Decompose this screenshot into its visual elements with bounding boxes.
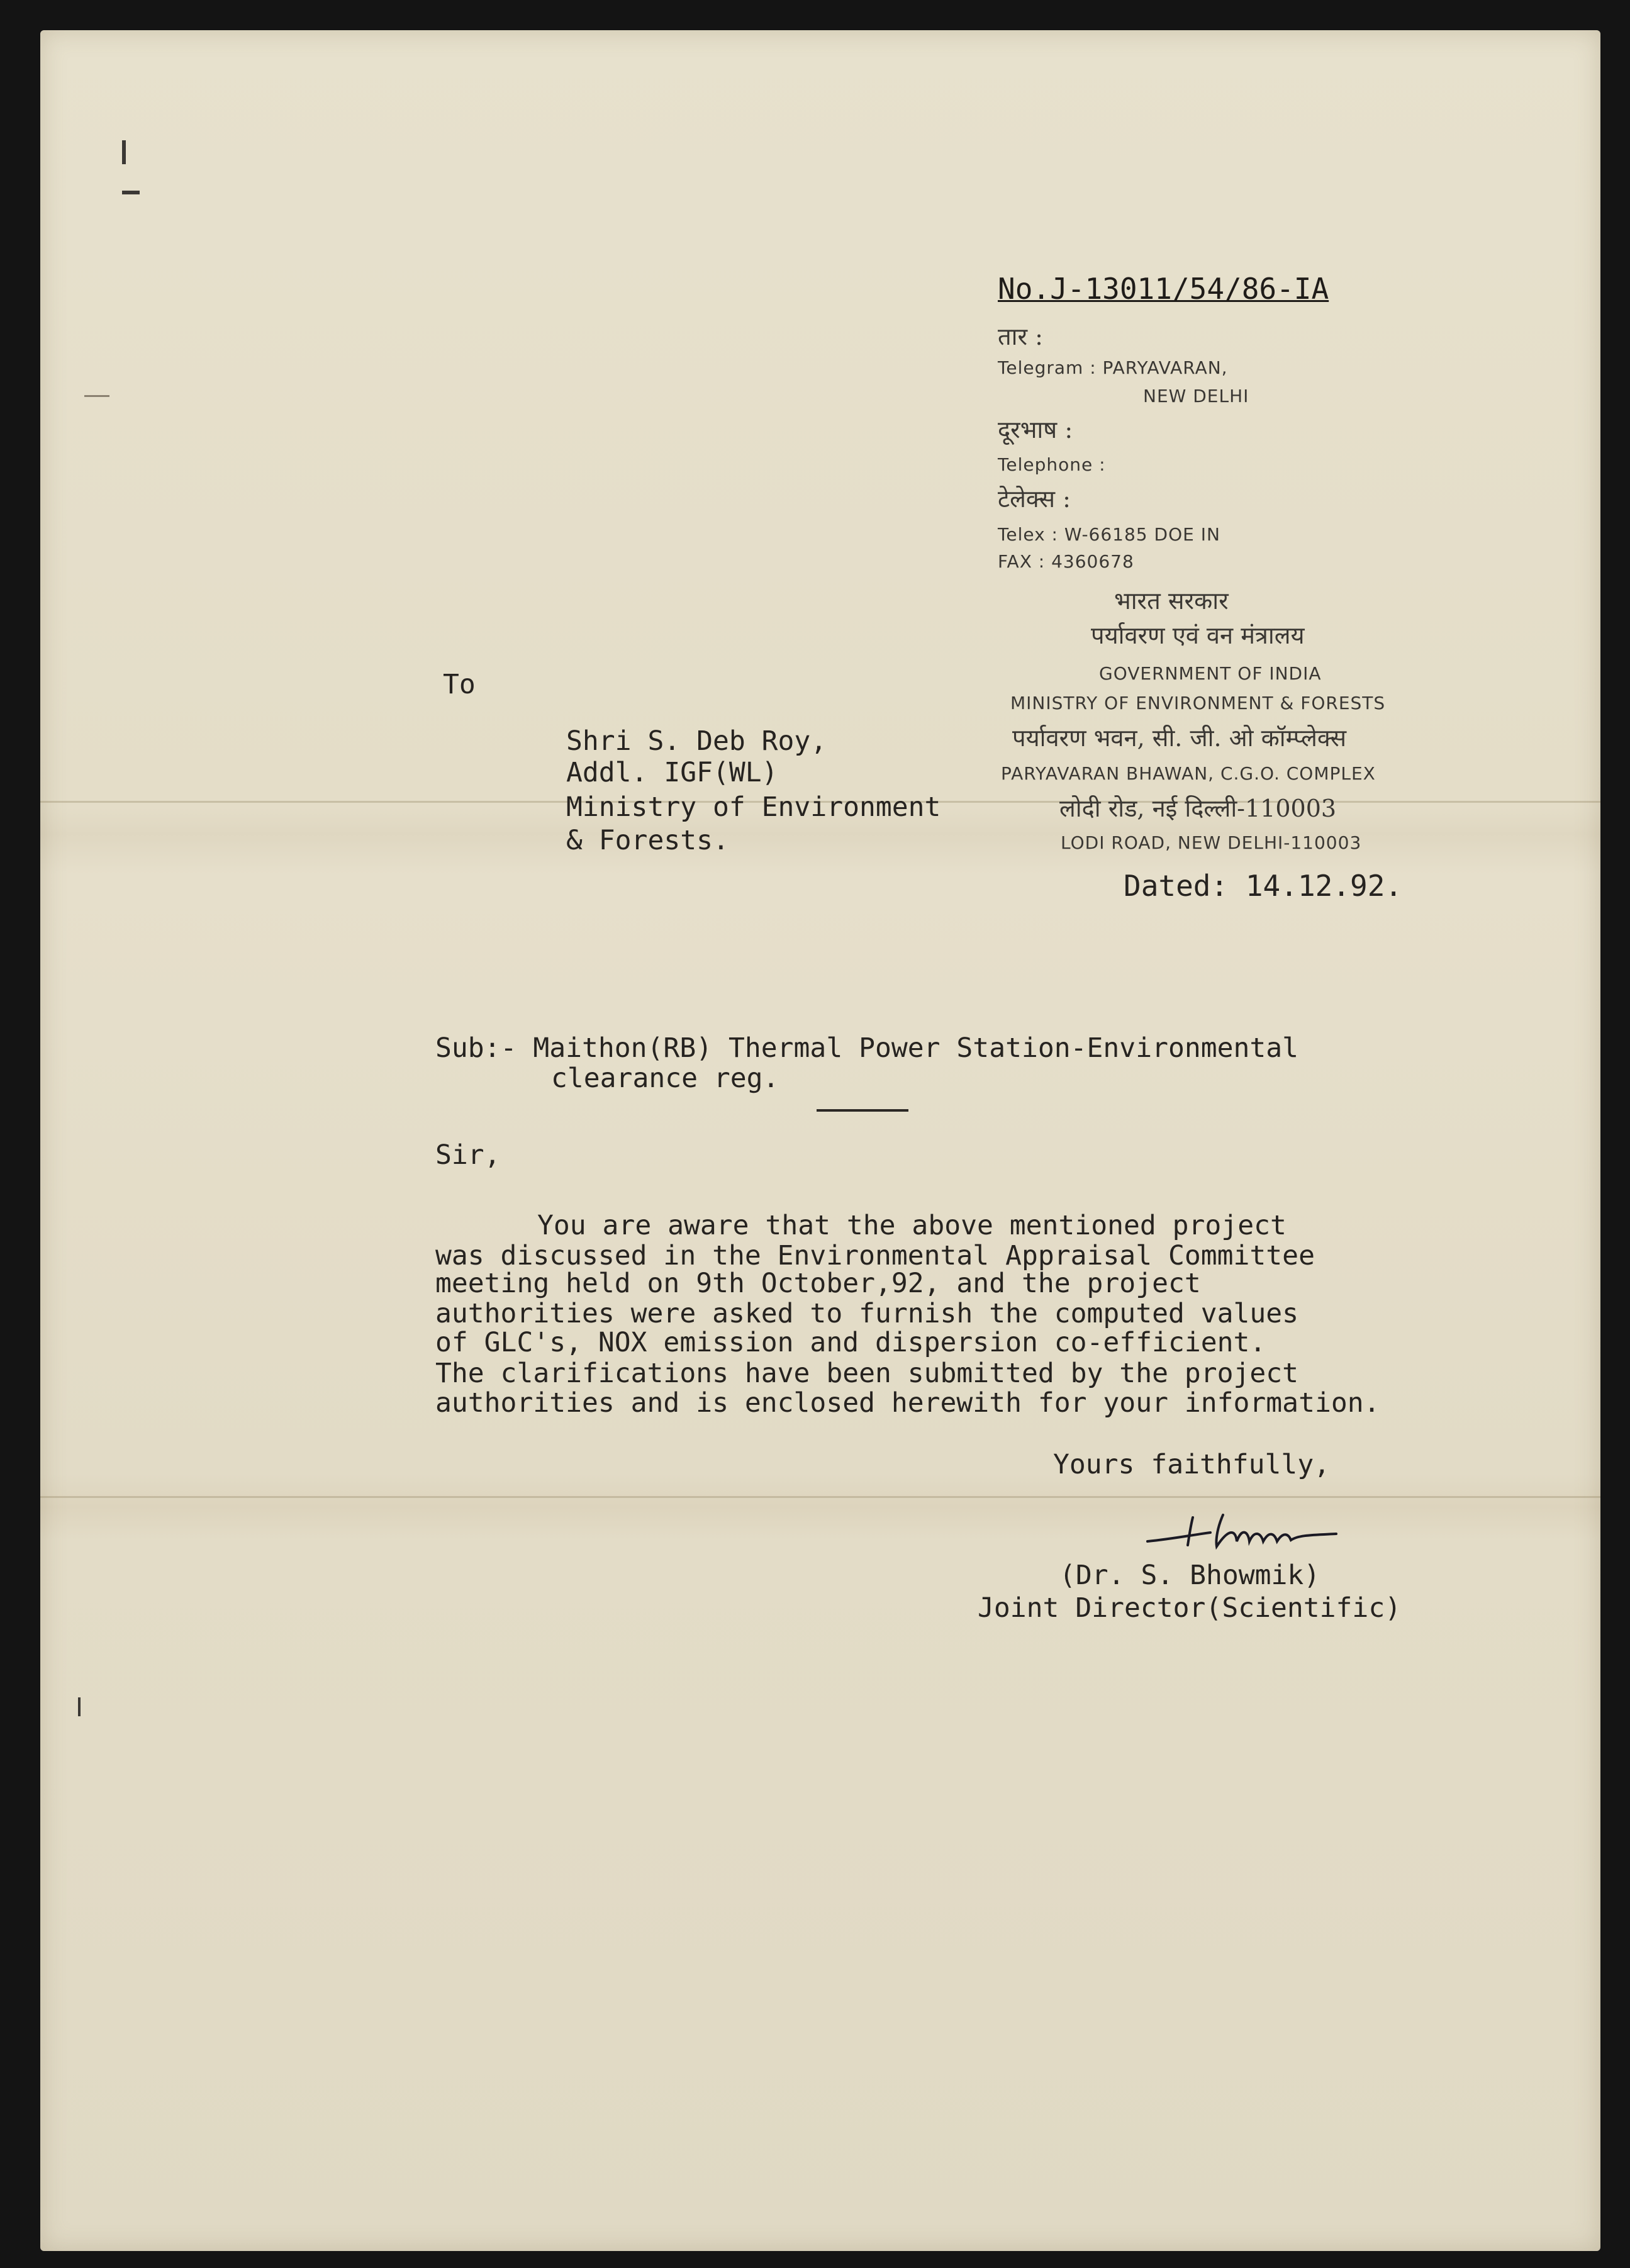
salutation: Sir, xyxy=(435,1139,501,1171)
recipient-line: Shri S. Deb Roy, xyxy=(566,725,827,757)
recipient-line: Addl. IGF(WL) xyxy=(566,757,778,788)
body-line: authorities and is enclosed herewith for your information. xyxy=(435,1387,1380,1419)
telephone-label: Telephone : xyxy=(998,454,1106,475)
bhawan-english: PARYAVARAN BHAWAN, C.G.O. COMPLEX xyxy=(1001,763,1376,784)
body-line: was discussed in the Environmental Appraisal Committee xyxy=(435,1240,1315,1271)
letter-page xyxy=(40,30,1600,2251)
signatory-title: Joint Director(Scientific) xyxy=(978,1592,1402,1624)
road-english: LODI ROAD, NEW DELHI-110003 xyxy=(1061,832,1362,853)
subject-underline xyxy=(817,1109,908,1112)
recipient-line: & Forests. xyxy=(566,825,729,856)
body-line: You are aware that the above mentioned project xyxy=(537,1210,1287,1241)
sign-off: Yours faithfully, xyxy=(1053,1449,1331,1480)
to-label: To xyxy=(443,669,476,700)
subject-line: Sub:- Maithon(RB) Thermal Power Station-Environmental xyxy=(435,1032,1299,1064)
body-line: authorities were asked to furnish the computed values xyxy=(435,1298,1299,1329)
body-line: The clarifications have been submitted by the project xyxy=(435,1358,1299,1389)
recipient-line: Ministry of Environment xyxy=(566,791,941,823)
telex-label: Telex : W-66185 DOE IN xyxy=(998,524,1220,545)
pencil-mark xyxy=(122,140,126,164)
reference-number: No.J-13011/54/86-IA xyxy=(998,272,1329,306)
government-english: GOVERNMENT OF INDIA xyxy=(1099,663,1322,684)
bhawan-hindi: पर्यावरण भवन, सी. जी. ओ कॉम्प्लेक्स xyxy=(1012,724,1347,752)
telegram-city: NEW DELHI xyxy=(1143,386,1249,406)
telegram-hindi: तार : xyxy=(998,323,1043,350)
date-line: Dated: 14.12.92. xyxy=(1124,869,1403,903)
pencil-mark xyxy=(122,191,140,194)
subject-line: clearance reg. xyxy=(551,1063,779,1094)
signature xyxy=(1135,1502,1399,1559)
signatory-name: (Dr. S. Bhowmik) xyxy=(1059,1560,1320,1591)
fold-line xyxy=(40,1496,1600,1498)
body-line: meeting held on 9th October,92, and the project xyxy=(435,1268,1201,1299)
government-hindi: भारत सरकार xyxy=(1114,587,1229,615)
margin-mark xyxy=(84,395,109,397)
telegram-label: Telegram : PARYAVARAN, xyxy=(998,357,1228,378)
margin-mark xyxy=(78,1697,81,1716)
fax-label: FAX : 4360678 xyxy=(998,551,1134,572)
telex-hindi: टेलेक्स : xyxy=(998,485,1071,513)
ministry-english: MINISTRY OF ENVIRONMENT & FORESTS xyxy=(1010,693,1386,713)
ministry-hindi: पर्यावरण एवं वन मंत्रालय xyxy=(1091,622,1305,649)
telephone-hindi: दूरभाष : xyxy=(998,416,1073,444)
body-line: of GLC's, NOX emission and dispersion co-efficient. xyxy=(435,1327,1266,1358)
road-hindi: लोदी रोड, नई दिल्ली-110003 xyxy=(1059,795,1337,822)
